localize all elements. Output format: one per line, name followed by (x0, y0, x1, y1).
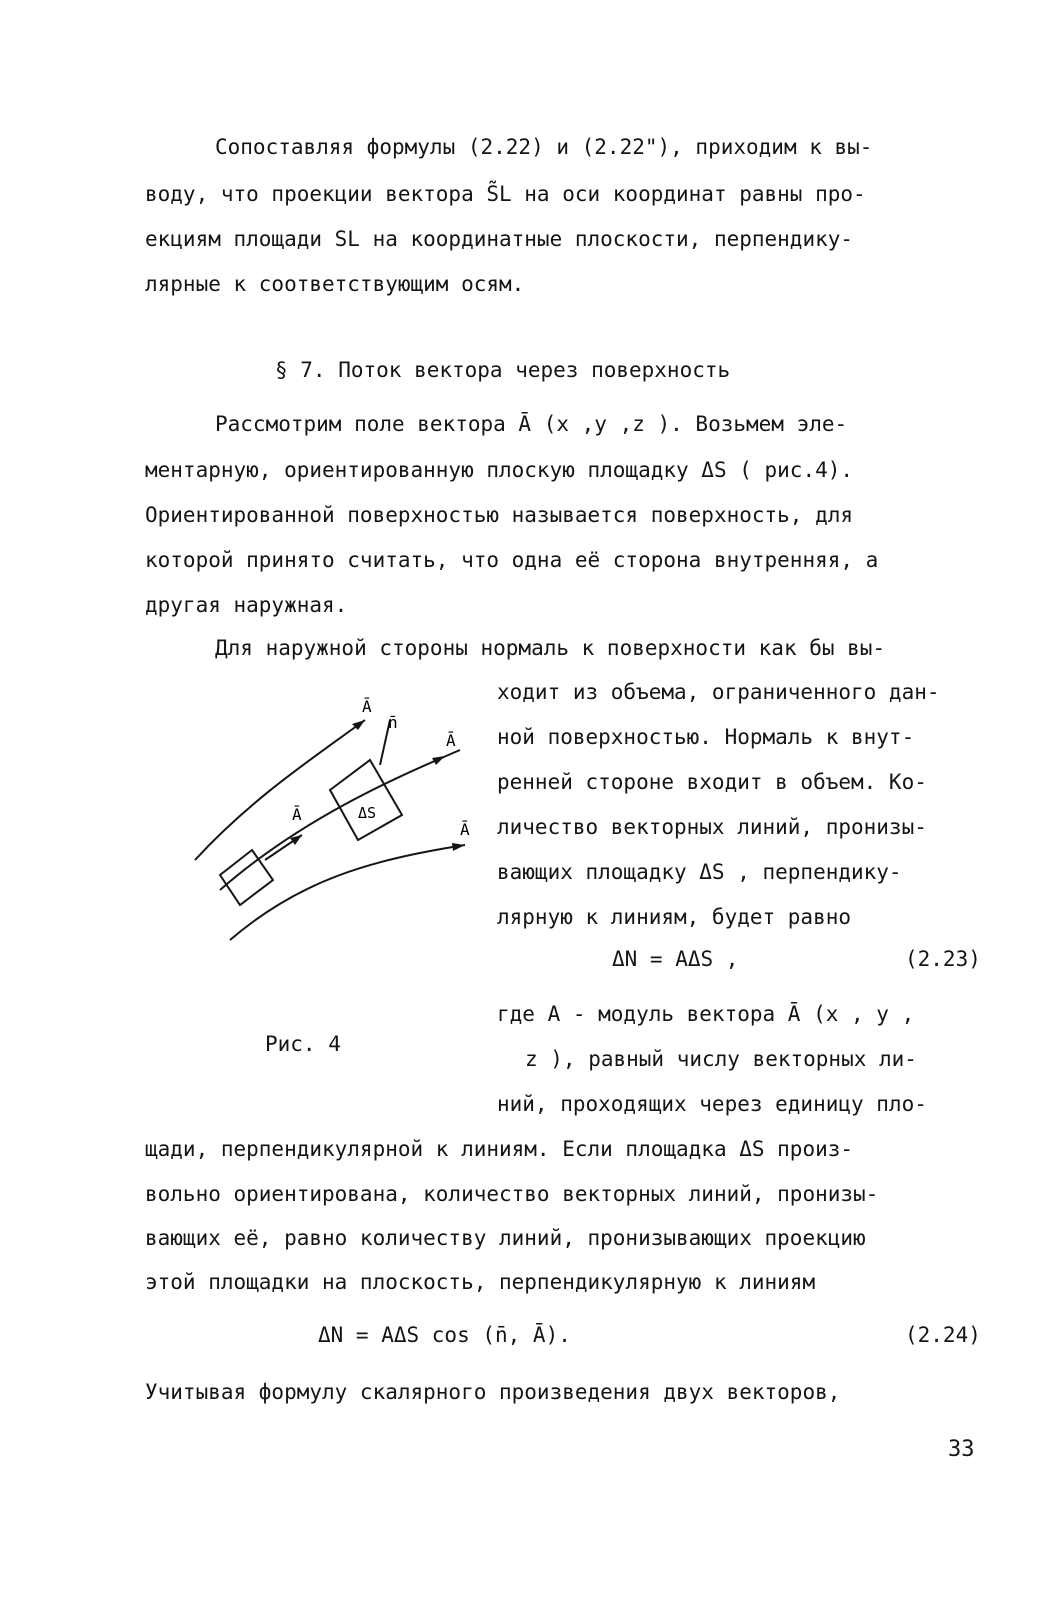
paragraph-1-line-4: лярные к соответствующим осям. (145, 272, 525, 296)
paragraph-4-right-line-1: где A - модуль вектора Ā (x , y , (497, 1002, 915, 1026)
paragraph-2-line-3: Ориентированной поверхностью называется поверхность, для (145, 503, 854, 527)
equation-2-24: ΔN = AΔS cos (n̄, Ā). (318, 1323, 571, 1347)
paragraph-3-right-line-5: вающих площадку ΔS , перпендику- (497, 860, 902, 884)
small-area-element (220, 850, 273, 905)
arrowhead-lower (452, 843, 465, 851)
paragraph-3-line-1: Для наружной стороны нормаль к поверхности как бы вы- (215, 636, 886, 660)
label-a-mid: Ā (292, 805, 302, 824)
paragraph-4-right-line-3: ний, проходящих через единицу пло- (497, 1092, 927, 1116)
arrowhead-middle (432, 756, 445, 765)
paragraph-2-line-1: Рассмотрим поле вектора Ā (x ,y ,z ). Возьмем эле- (215, 412, 848, 436)
area-element-ds (330, 760, 402, 840)
label-a-lower: Ā (460, 820, 470, 839)
label-a-top: Ā (362, 697, 372, 716)
label-ds: ΔS (358, 804, 377, 822)
figure-caption: Рис. 4 (265, 1032, 341, 1056)
paragraph-2-line-4: которой принято считать, что одна её сторона внутренняя, а (145, 548, 879, 572)
section-heading: § 7. Поток вектора через поверхность (275, 358, 731, 382)
paragraph-1-line-2: воду, что проекции вектора S̃L на оси координат равны про- (145, 182, 866, 206)
paragraph-5-line-1: Учитывая формулу скалярного произведения двух векторов, (145, 1380, 841, 1404)
field-line-upper (195, 720, 365, 860)
paragraph-4-line-2: вольно ориентирована, количество векторных линий, пронизы- (145, 1182, 879, 1206)
label-a-right: Ā (446, 731, 456, 750)
paragraph-4-line-1: щади, перпендикулярной к линиям. Если площадка ΔS произ- (145, 1137, 854, 1161)
paragraph-4-right-line-2: z ), равный числу векторных ли- (525, 1047, 917, 1071)
paragraph-4-line-4: этой площадки на плоскость, перпендикулярную к линиям (145, 1270, 816, 1294)
equation-2-24-number: (2.24) (905, 1323, 981, 1347)
paragraph-3-right-line-3: ренней стороне входит в объем. Ко- (497, 770, 927, 794)
field-line-middle (220, 750, 460, 890)
equation-2-23-number: (2.23) (905, 947, 981, 971)
paragraph-3-right-line-1: ходит из объема, ограниченного дан- (497, 680, 940, 704)
label-n: n̄ (388, 713, 398, 732)
equation-2-23: ΔN = AΔS , (612, 947, 739, 971)
paragraph-2-line-5: другая наружная. (145, 593, 348, 617)
page-number: 33 (948, 1437, 975, 1462)
paragraph-3-right-line-4: личество векторных линий, пронизы- (497, 815, 927, 839)
figure-4-diagram (190, 680, 490, 960)
paragraph-2-line-2: ментарную, ориентированную плоскую площадку ΔS ( рис.4). (145, 458, 854, 482)
paragraph-4-line-3: вающих её, равно количеству линий, пронизывающих проекцию (145, 1226, 866, 1250)
paragraph-1-line-1: Сопоставляя формулы (2.22) и (2.22"), приходим к вы- (215, 135, 873, 159)
paragraph-1-line-3: екциям площади SL на координатные плоскости, перпендику- (145, 227, 854, 251)
paragraph-3-right-line-6: лярную к линиям, будет равно (497, 905, 852, 929)
paragraph-3-right-line-2: ной поверхностью. Нормаль к внут- (497, 725, 915, 749)
